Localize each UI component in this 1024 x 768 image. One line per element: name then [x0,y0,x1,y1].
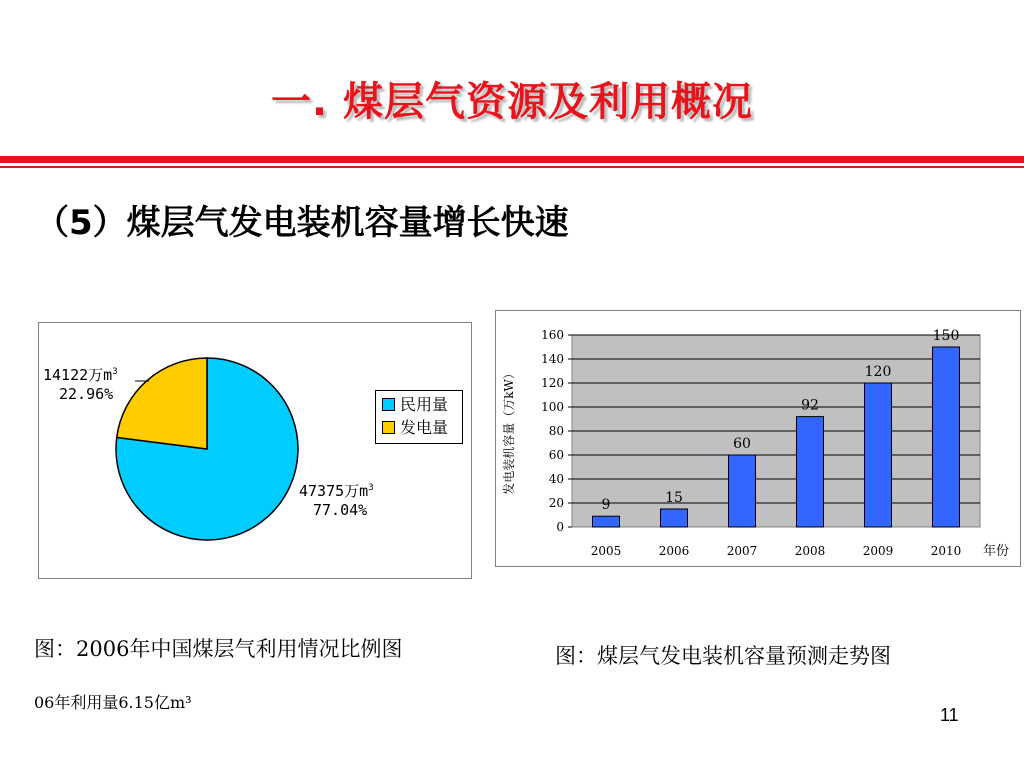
y-tick-label: 60 [548,448,564,462]
y-tick-label: 80 [548,424,564,438]
bar-chart-panel [495,310,1021,567]
bar-chart [496,311,1020,566]
y-axis-label: 发电装机容量（万kW） [502,367,516,495]
pie-label-power: 14122万$m^3$ 22.96% [43,366,118,403]
pie-label-civil: 47375万$m^3$ 77.04% [299,482,374,519]
x-tick-label: 2006 [658,544,690,558]
y-tick-label: 120 [541,376,564,390]
x-tick-label: 2009 [862,544,894,558]
legend-swatch-power [382,421,395,434]
bar-2006 [661,509,688,527]
x-tick-label: 2007 [726,544,758,558]
y-tick-label: 160 [541,328,564,342]
bar-2008 [797,417,824,527]
y-tick-label: 100 [541,400,564,414]
bar-2005 [593,516,620,527]
data-label: 9 [601,497,611,514]
x-axis-label: 年份 [983,544,1010,559]
bar-2009 [865,383,892,527]
y-tick-label: 20 [548,496,564,510]
x-tick-label: 2008 [794,544,826,558]
slide-title: 一. 煤层气资源及利用概况 [270,79,754,125]
usage-note: 06年利用量6.15亿m³ [34,693,192,712]
pie-caption: 图：2006年中国煤层气利用情况比例图 [34,637,403,661]
pie-chart [39,323,471,578]
slide-subtitle: （5）煤层气发电装机容量增长快速 [35,203,569,243]
data-label: 15 [665,490,683,506]
bar-caption: 图：煤层气发电装机容量预测走势图 [555,644,891,668]
pie-legend [375,390,463,444]
pie-chart-panel [38,322,472,579]
x-tick-label: 2010 [930,544,962,558]
legend-swatch-civil [382,398,395,411]
y-tick-label: 0 [556,520,564,534]
y-tick-label: 140 [541,352,564,366]
data-label: 92 [801,397,819,414]
data-label: 120 [864,364,892,380]
pie-slice-power [117,358,207,449]
y-tick-label: 40 [548,472,564,486]
title-divider [0,156,1024,168]
data-label: 60 [733,436,751,452]
data-label: 150 [932,328,960,344]
legend-item-civil: 民用量 [382,394,448,416]
x-tick-label: 2005 [590,544,622,558]
legend-item-power: 发电量 [382,417,448,439]
bar-2007 [729,455,756,527]
bar-2010 [933,347,960,527]
page-number: 11 [940,705,959,725]
